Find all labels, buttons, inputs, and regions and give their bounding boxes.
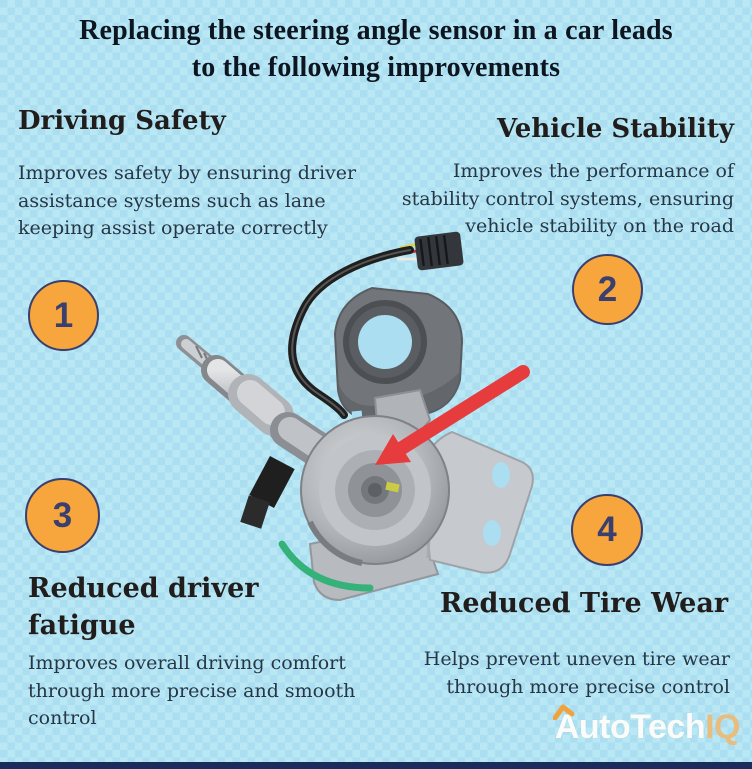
body-line: assistance systems such as lane	[18, 189, 326, 212]
body-line: keeping assist operate correctly	[18, 217, 328, 239]
badge-number: 2	[597, 269, 618, 309]
heading-vehicle-stability: Vehicle Stability	[497, 114, 734, 144]
steering-column-sensor-image	[170, 222, 560, 622]
body-line: stability control systems, ensuring	[401, 187, 734, 210]
heading-driving-safety: Driving Safety	[18, 106, 226, 136]
logo-text-iq: IQ	[705, 708, 740, 746]
body-line: through more precise and smooth	[28, 679, 356, 702]
body-line: through more precise control	[446, 675, 730, 698]
heading-reduced-tire-wear: Reduced Tire Wear	[439, 588, 729, 619]
autotechiq-logo	[555, 708, 740, 747]
badge-number: 1	[53, 295, 74, 335]
logo-arrow-icon	[553, 704, 575, 720]
body-line: Improves the performance of	[452, 160, 734, 182]
footer-bar	[0, 762, 752, 769]
body-line: control	[28, 707, 97, 729]
step-badge-1	[28, 280, 99, 351]
body-reduced-tire-wear	[424, 646, 730, 701]
step-badge-2	[572, 254, 643, 325]
body-line: vehicle stability on the road	[465, 215, 734, 237]
body-line: Helps prevent uneven tire wear	[423, 648, 730, 670]
page-title	[0, 12, 752, 86]
step-badge-4	[571, 494, 643, 566]
body-reduced-driver-fatigue	[28, 650, 355, 733]
title-line-1: Replacing the steering angle sensor in a car leads	[79, 15, 673, 46]
title-line-2: to the following improvements	[191, 52, 561, 83]
heading-line: Reduced driver	[28, 573, 259, 604]
step-badge-3	[25, 478, 100, 553]
body-line: Improves overall driving comfort	[28, 652, 346, 674]
logo-text-autotech: AutoTech	[555, 708, 705, 747]
badge-number: 4	[597, 510, 617, 549]
body-line: Improves safety by ensuring driver	[18, 162, 357, 184]
badge-number: 3	[52, 495, 73, 535]
heading-line: fatigue	[28, 610, 136, 641]
